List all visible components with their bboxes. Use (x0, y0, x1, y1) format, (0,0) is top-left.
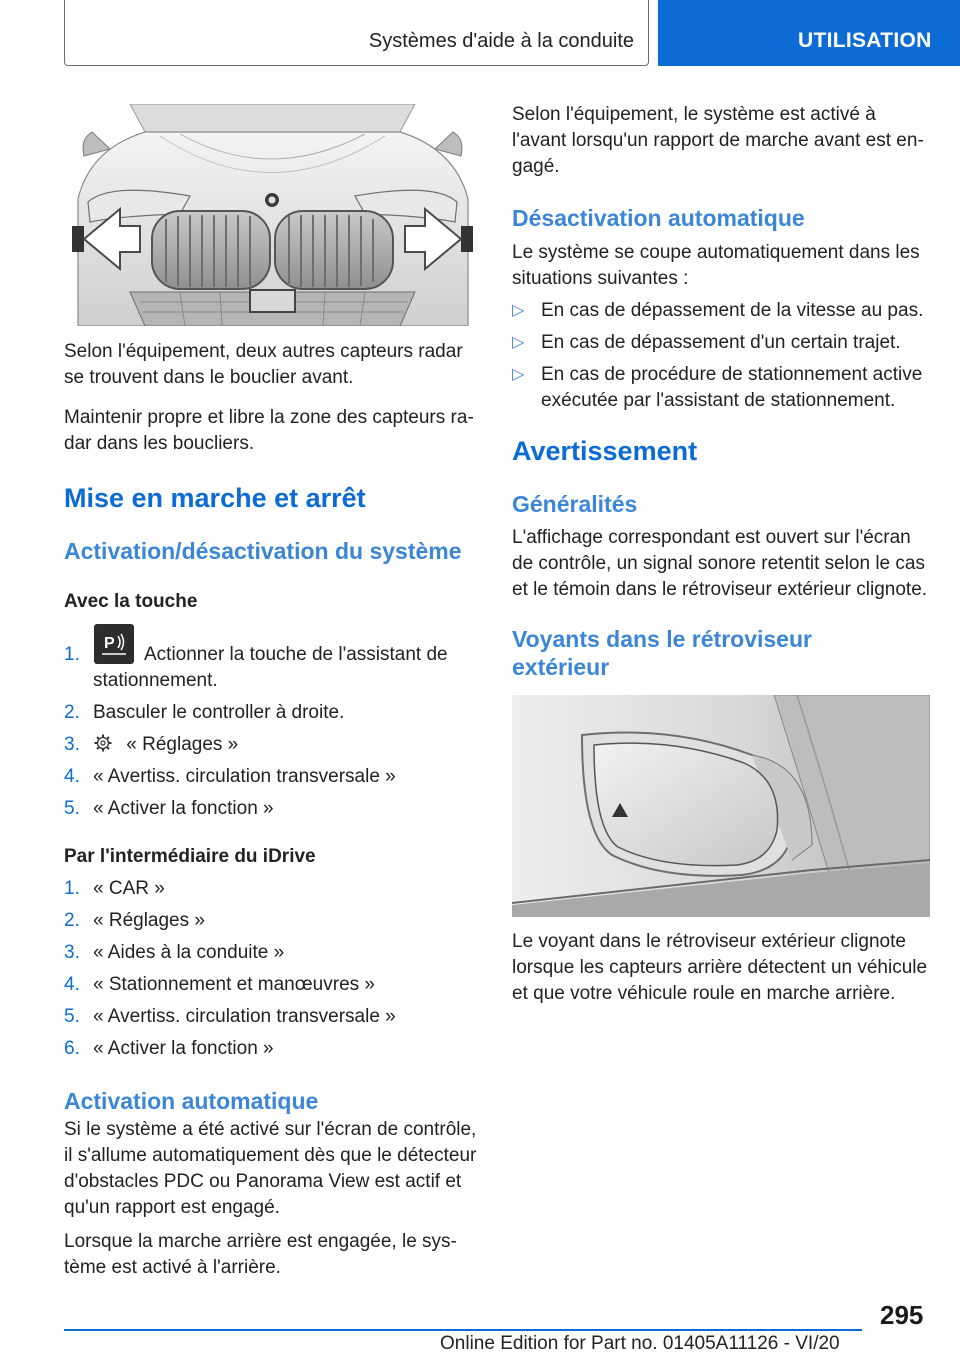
step-number: 4. (64, 974, 80, 995)
step-number: 1. (64, 878, 80, 899)
step-number: 6. (64, 1038, 80, 1059)
list-item (512, 298, 930, 324)
list-item (64, 624, 480, 694)
heading-auto-activation: Activation automatique (64, 1088, 319, 1114)
step-number: 3. (64, 942, 80, 963)
step-number: 1. (64, 644, 80, 665)
idrive-steps-list (64, 876, 480, 1062)
step-number: 5. (64, 1006, 80, 1027)
page-number: 295 (880, 1300, 924, 1330)
parking-assistant-button-icon (94, 624, 134, 664)
list-item (64, 972, 480, 998)
step-text: « Activer la fonction » (93, 798, 274, 819)
heading-idrive: Par l'intermédiaire du iDrive (64, 846, 316, 867)
list-item (64, 764, 480, 790)
step-text: « CAR » (93, 878, 165, 899)
svg-text:P: P (104, 635, 115, 652)
header-chapter-box (64, 0, 649, 66)
list-item (64, 700, 480, 726)
header-chapter-title: Systèmes d'aide à la conduite (368, 30, 634, 52)
header-section-tab[interactable] (658, 0, 960, 66)
heading-warning: Avertissement (512, 436, 698, 466)
step-number: 2. (64, 702, 80, 723)
step-text: « Avertiss. circulation transversale » (93, 1006, 396, 1027)
car-front-sensors-illustration (70, 104, 475, 326)
mirror-light-paragraph: Le voyant dans le rétroviseur extérieur clignote lorsque les capteurs arrière détectent un véhicule et que votre véhicule roule en marche arrière. (512, 931, 928, 1004)
bullet-text: En cas de dépassement de la vitesse au pas. (541, 300, 924, 321)
heading-on-off: Mise en marche et arrêt (64, 483, 366, 513)
triangle-right-icon: ▷ (512, 366, 525, 383)
reverse-gear-paragraph: Lorsque la marche arrière est engagée, le système est activé à l'arrière. (64, 1231, 457, 1278)
button-steps-list (64, 624, 480, 822)
deactivation-paragraph: Le système se coupe automatiquement dans les situations suivantes : (512, 242, 920, 289)
list-item (64, 876, 480, 902)
step-text: « Réglages » (93, 910, 205, 931)
list-item (512, 330, 930, 356)
list-item (64, 796, 480, 822)
step-text: « Réglages » (126, 734, 239, 755)
footer-edition: Online Edition for Part no. 01405A11126 - VI/20 (440, 1333, 840, 1354)
step-text: Basculer le controller à droite. (93, 702, 345, 723)
general-paragraph: L'affichage correspondant est ouvert sur l'écran de contrôle, un signal sonore retentit selon le cas et le témoin dans le rétroviseur extérieur clignote. (512, 527, 928, 600)
sensors-paragraph: Selon l'équipement, deux autres capteurs radar se trouvent dans le bouclier avant. (64, 341, 463, 388)
heading-general: Généralités (512, 491, 638, 517)
list-item (512, 362, 930, 414)
list-item (64, 1036, 480, 1062)
step-text: « Aides à la conduite » (93, 942, 285, 963)
exterior-mirror-illustration (512, 695, 930, 917)
triangle-right-icon: ▷ (512, 334, 525, 351)
bullet-text: En cas de dépassement d'un certain trajet. (541, 332, 901, 353)
header-section-title: UTILISATION (798, 29, 932, 52)
heading-mirror-lights: Voyants dans le rétroviseur extérieur (512, 626, 812, 680)
step-number: 2. (64, 910, 80, 931)
list-item (64, 732, 480, 758)
step-text: « Avertiss. circulation transversale » (93, 766, 396, 787)
deactivation-bullets (512, 298, 930, 414)
step-number: 3. (64, 734, 80, 755)
triangle-right-icon: ▷ (512, 302, 525, 319)
auto-activation-paragraph: Si le système a été activé sur l'écran de contrôle, il s'allume automatiquement dès que le détecteur d'obstacles PDC ou Panorama View est actif et qu'un rapport est engagé. (64, 1119, 477, 1218)
forward-gear-paragraph: Selon l'équipement, le système est activé à l'avant lorsqu'un rapport de marche avant est engagé. (512, 104, 924, 177)
list-item (64, 908, 480, 934)
step-text: Actionner la touche de l'assistant de stationnement. (93, 644, 448, 691)
list-item (64, 1004, 480, 1030)
list-item (64, 940, 480, 966)
gear-icon (93, 733, 113, 753)
heading-activation: Activation/désactivation du système (64, 538, 462, 564)
heading-with-button: Avec la touche (64, 591, 198, 612)
step-number: 5. (64, 798, 80, 819)
bullet-text: En cas de procédure de stationnement active exécutée par l'assistant de stationnement. (541, 364, 923, 411)
heading-auto-deactivation: Désactivation automatique (512, 205, 805, 231)
step-text: « Activer la fonction » (93, 1038, 274, 1059)
step-text: « Stationnement et manœuvres » (93, 974, 375, 995)
step-number: 4. (64, 766, 80, 787)
footer-divider (64, 1329, 862, 1331)
clean-sensors-paragraph: Maintenir propre et libre la zone des capteurs radar dans les boucliers. (64, 407, 474, 454)
